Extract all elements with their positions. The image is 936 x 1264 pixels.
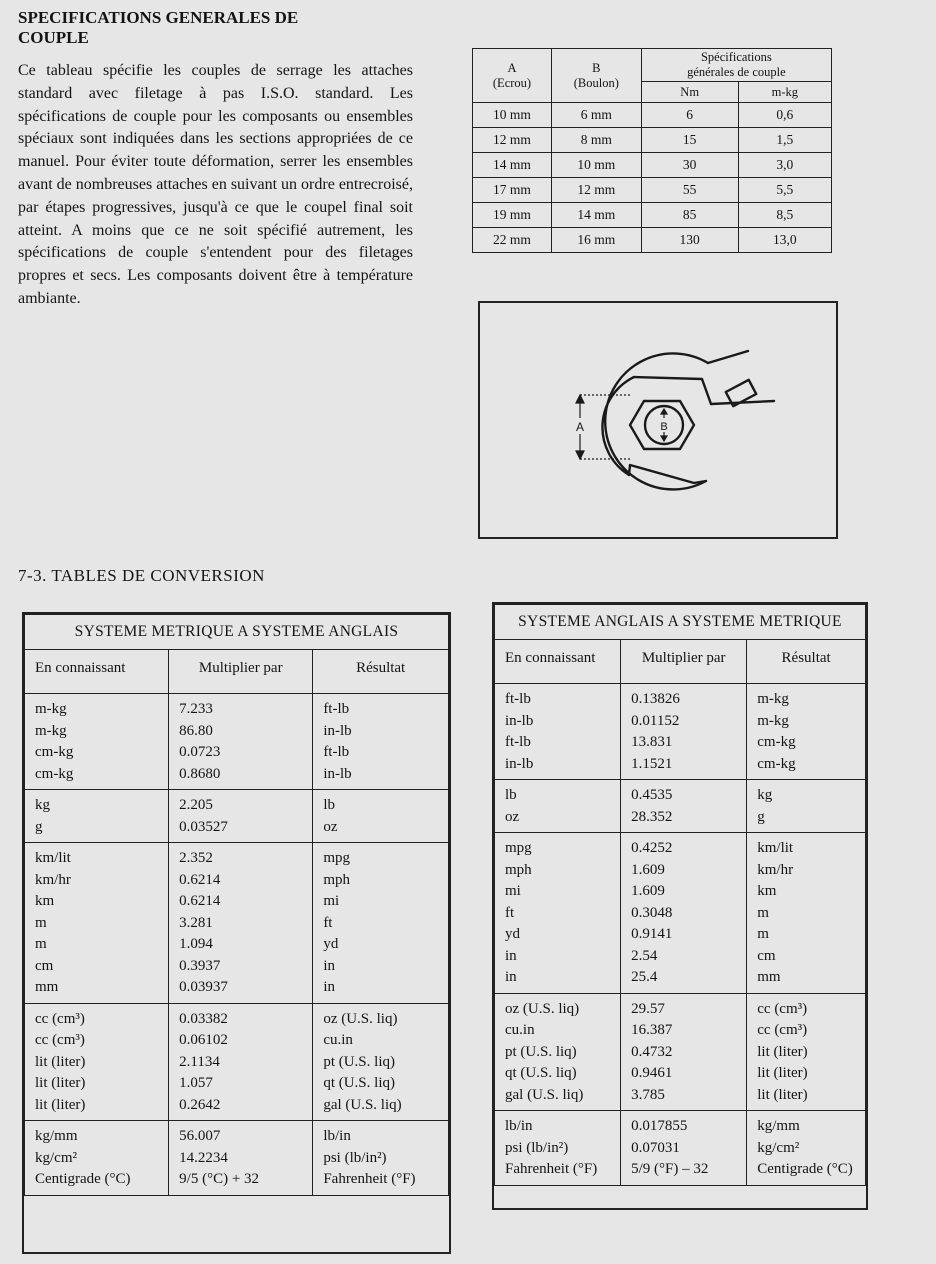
cell-nm: 130 — [641, 228, 738, 253]
result-unit: lit (liter) — [757, 1065, 808, 1081]
factor: 3.785 — [631, 1086, 665, 1103]
factor: 2.352 — [179, 850, 213, 866]
multiply-cell — [169, 1003, 313, 1121]
multiply-cell — [169, 1121, 313, 1196]
known-unit: cm — [35, 957, 54, 974]
result-unit: kg/cm² — [757, 1139, 800, 1156]
known-unit: km/lit — [35, 850, 71, 866]
cell-b: 16 mm — [551, 228, 641, 253]
result-unit: Fahrenheit (°F) — [323, 1171, 416, 1187]
cell-mkg: 0,6 — [738, 103, 831, 128]
cell-b: 6 mm — [551, 103, 641, 128]
cell-mkg: 13,0 — [738, 228, 831, 253]
unit-nm-header: Nm — [641, 82, 738, 103]
known-unit: qt (U.S. liq) — [505, 1065, 577, 1081]
known-cell — [495, 993, 621, 1111]
col-a-letter: A — [507, 60, 517, 75]
factor: 0.13826 — [631, 691, 680, 707]
conversion-group — [495, 780, 866, 833]
known-unit: mi — [505, 883, 521, 899]
cell-b: 12 mm — [551, 178, 641, 203]
factor: 56.007 — [179, 1128, 221, 1144]
result-cell — [747, 833, 866, 994]
known-cell — [25, 843, 169, 1004]
label-b: B — [660, 421, 668, 433]
known-unit: lit (liter) — [35, 1053, 86, 1070]
cell-a: 14 mm — [473, 153, 552, 178]
cell-b: 14 mm — [551, 203, 641, 228]
cell-nm: 6 — [641, 103, 738, 128]
known-cell — [495, 833, 621, 994]
result-unit: mi — [323, 893, 340, 909]
wrench-jaw-outline — [602, 353, 711, 489]
factor: 0.07031 — [631, 1139, 680, 1156]
known-unit: m-kg — [35, 722, 67, 739]
factor: 0.9141 — [631, 926, 673, 942]
result-unit: cm — [757, 947, 776, 964]
col-b-letter: B — [592, 60, 601, 75]
conversion-group — [25, 694, 449, 790]
table-row — [473, 128, 832, 153]
factor: 29.57 — [631, 1000, 665, 1017]
conversion-group — [25, 790, 449, 843]
conversion-group — [495, 993, 866, 1111]
cell-nm: 55 — [641, 178, 738, 203]
known-unit: ft-lb — [505, 691, 531, 707]
col-known-header: En connaissant — [495, 639, 621, 684]
known-unit: ft-lb — [505, 734, 531, 750]
conversion-group — [495, 684, 866, 780]
col-b-label: (Boulon) — [573, 75, 619, 90]
result-unit: g — [757, 808, 765, 825]
result-unit: m-kg — [757, 691, 789, 707]
spec-header-line1: Spécifications — [700, 50, 772, 64]
section-title: 7-3. TABLES DE CONVERSION — [18, 566, 265, 585]
factor: 0.8680 — [179, 765, 221, 782]
conversion-group — [25, 843, 449, 1004]
cell-a: 19 mm — [473, 203, 552, 228]
factor: 0.9461 — [631, 1065, 673, 1081]
factor: 16.387 — [631, 1022, 673, 1038]
result-unit: cu.in — [323, 1032, 353, 1048]
result-unit: ft — [323, 914, 333, 931]
factor: 13.831 — [631, 734, 673, 750]
known-unit: mm — [35, 979, 59, 995]
result-unit: km — [757, 883, 777, 899]
factor: 1.094 — [179, 936, 213, 952]
metric-to-english-table — [22, 612, 451, 1254]
result-unit: in — [323, 957, 335, 974]
cell-mkg: 5,5 — [738, 178, 831, 203]
result-unit: qt (U.S. liq) — [323, 1075, 395, 1091]
table-title: SYSTEME METRIQUE A SYSTEME ANGLAIS — [25, 615, 449, 650]
known-unit: km — [35, 893, 55, 909]
cell-nm: 30 — [641, 153, 738, 178]
known-unit: cm-kg — [35, 744, 74, 760]
specs-body-text: Ce tableau spécifie les couples de serrage les attaches standard avec filetage à pas I.S.O. standard. Les spécifications de couple pour les composants ou ensembles spéciaux sont indiquées dans les sections appropriées de ce manuel. Pour éviter toute déformation, serrer les ensembles avant de nombreuses attaches en suivant un ordre entrecroisé, par étapes progressives, jusqu'à ce que le coupel final soit atteint. A moins que ce ne soit spécifié autrement, les spécifications de couple s'entendent pour des filetages propres et secs. Les composants doivent être à température ambiante. — [18, 62, 413, 307]
result-unit: m-kg — [757, 712, 789, 729]
wrench-diagram — [478, 301, 838, 539]
known-unit: gal (U.S. liq) — [505, 1086, 584, 1103]
known-unit: in — [505, 947, 517, 964]
known-unit: kg/mm — [35, 1128, 78, 1144]
known-unit: pt (U.S. liq) — [505, 1043, 577, 1060]
factor: 3.281 — [179, 914, 213, 931]
factor: 0.06102 — [179, 1032, 228, 1048]
specs-intro — [18, 60, 413, 311]
cell-mkg: 1,5 — [738, 128, 831, 153]
cell-a: 10 mm — [473, 103, 552, 128]
col-b-header — [551, 49, 641, 103]
wrench-illustration — [480, 303, 836, 537]
known-cell — [25, 1003, 169, 1121]
result-cell — [747, 1111, 866, 1186]
result-unit: km/hr — [757, 861, 794, 878]
known-unit: lb — [505, 787, 517, 803]
known-cell — [495, 1111, 621, 1186]
result-unit: cm-kg — [757, 734, 796, 750]
label-a: A — [575, 420, 585, 434]
known-unit: mph — [505, 861, 532, 878]
result-unit: mm — [757, 969, 781, 985]
result-unit: cm-kg — [757, 755, 796, 772]
result-unit: oz (U.S. liq) — [323, 1010, 398, 1027]
result-unit: ft-lb — [323, 744, 350, 760]
known-unit: yd — [505, 926, 520, 942]
factor: 0.2642 — [179, 1096, 221, 1113]
multiply-cell — [621, 833, 747, 994]
col-result-header: Résultat — [313, 649, 449, 694]
factor: 0.3937 — [179, 957, 221, 974]
multiply-cell — [621, 993, 747, 1111]
known-unit: lb/in — [505, 1118, 533, 1134]
conversion-group — [25, 1121, 449, 1196]
known-unit: cu.in — [505, 1022, 535, 1038]
result-unit: kg — [757, 787, 773, 803]
cell-mkg: 8,5 — [738, 203, 831, 228]
known-cell — [495, 684, 621, 780]
factor: 9/5 (°C) + 32 — [179, 1171, 260, 1187]
known-unit: ft — [505, 904, 515, 921]
known-cell — [25, 790, 169, 843]
col-multiply-header: Multiplier par — [621, 639, 747, 684]
cell-b: 10 mm — [551, 153, 641, 178]
result-cell — [313, 790, 449, 843]
table-row — [473, 203, 832, 228]
result-unit: in-lb — [323, 722, 352, 739]
result-unit: lb/in — [323, 1128, 351, 1144]
known-unit: lit (liter) — [35, 1075, 86, 1091]
factor: 0.03382 — [179, 1010, 228, 1027]
factor: 1.057 — [179, 1075, 213, 1091]
result-unit: yd — [323, 936, 339, 952]
result-cell — [747, 684, 866, 780]
table-row — [473, 103, 832, 128]
known-unit: g — [35, 818, 43, 835]
factor: 0.4535 — [631, 787, 673, 803]
result-unit: lb — [323, 797, 335, 813]
factor: 0.017855 — [631, 1118, 688, 1134]
col-known-header: En connaissant — [25, 649, 169, 694]
known-unit: oz (U.S. liq) — [505, 1000, 580, 1017]
factor: 2.205 — [179, 797, 213, 813]
result-unit: lit (liter) — [757, 1043, 808, 1060]
result-unit: oz — [323, 818, 338, 835]
multiply-cell — [169, 843, 313, 1004]
col-a-label: (Ecrou) — [492, 75, 532, 90]
known-unit: oz — [505, 808, 520, 825]
factor: 1.609 — [631, 861, 665, 878]
result-cell — [747, 780, 866, 833]
result-cell — [313, 694, 449, 790]
multiply-cell — [621, 684, 747, 780]
factor: 0.6214 — [179, 871, 221, 888]
factor: 1.1521 — [631, 755, 673, 772]
known-unit: in — [505, 969, 517, 985]
wrench-handle-upper — [708, 351, 748, 363]
multiply-cell — [621, 780, 747, 833]
factor: 25.4 — [631, 969, 658, 985]
result-unit: psi (lb/in²) — [323, 1149, 387, 1166]
known-unit: kg/cm² — [35, 1149, 77, 1166]
conversion-group — [495, 833, 866, 994]
table-row — [473, 178, 832, 203]
factor: 28.352 — [631, 808, 673, 825]
known-unit: Fahrenheit (°F) — [505, 1161, 598, 1177]
factor: 0.0723 — [179, 744, 221, 760]
result-unit: m — [757, 926, 769, 942]
result-unit: cc (cm³) — [757, 1022, 808, 1038]
result-unit: in-lb — [323, 765, 352, 782]
multiply-cell — [169, 694, 313, 790]
known-cell — [25, 1121, 169, 1196]
multiply-cell — [169, 790, 313, 843]
col-multiply-header: Multiplier par — [169, 649, 313, 694]
known-unit: m — [35, 914, 47, 931]
result-unit: pt (U.S. liq) — [323, 1053, 395, 1070]
known-unit: cc (cm³) — [35, 1032, 85, 1048]
known-cell — [495, 780, 621, 833]
specs-heading — [18, 8, 418, 48]
conversion-group — [25, 1003, 449, 1121]
known-unit: cm-kg — [35, 765, 74, 782]
result-cell — [313, 843, 449, 1004]
cell-b: 8 mm — [551, 128, 641, 153]
cell-nm: 85 — [641, 203, 738, 228]
table-title: SYSTEME ANGLAIS A SYSTEME METRIQUE — [495, 605, 866, 640]
known-unit: kg — [35, 797, 50, 813]
factor: 0.3048 — [631, 904, 673, 921]
factor: 5/9 (°F) – 32 — [631, 1161, 709, 1177]
known-unit: km/hr — [35, 871, 71, 888]
factor: 1.609 — [631, 883, 665, 899]
cell-a: 17 mm — [473, 178, 552, 203]
result-unit: Centigrade (°C) — [757, 1161, 853, 1177]
result-unit: mpg — [323, 850, 350, 866]
factor: 7.233 — [179, 701, 213, 717]
unit-mkg-header: m-kg — [738, 82, 831, 103]
factor: 86.80 — [179, 722, 213, 739]
result-cell — [313, 1003, 449, 1121]
cell-a: 22 mm — [473, 228, 552, 253]
known-unit: cc (cm³) — [35, 1010, 85, 1027]
known-unit: in-lb — [505, 755, 534, 772]
spec-header-line2: générales de couple — [687, 65, 786, 79]
result-unit: ft-lb — [323, 701, 350, 717]
factor: 0.03527 — [179, 818, 228, 835]
result-unit: lit (liter) — [757, 1086, 808, 1103]
result-unit: m — [757, 904, 769, 921]
col-a-header — [473, 49, 552, 103]
known-unit: in-lb — [505, 712, 534, 729]
spec-header — [641, 49, 831, 82]
factor: 0.6214 — [179, 893, 221, 909]
result-cell — [313, 1121, 449, 1196]
result-unit: km/lit — [757, 840, 794, 856]
result-unit: gal (U.S. liq) — [323, 1096, 402, 1113]
factor: 0.4252 — [631, 840, 673, 856]
factor: 0.01152 — [631, 712, 680, 729]
english-to-metric-table — [492, 602, 868, 1210]
specs-heading-line2: COUPLE — [18, 28, 89, 47]
known-unit: mpg — [505, 840, 532, 856]
known-unit: psi (lb/in²) — [505, 1139, 569, 1156]
cell-nm: 15 — [641, 128, 738, 153]
col-result-header: Résultat — [747, 639, 866, 684]
conversion-group — [495, 1111, 866, 1186]
torque-spec-table — [472, 48, 832, 253]
specs-heading-line1: SPECIFICATIONS GENERALES DE — [18, 8, 299, 27]
known-unit: Centigrade (°C) — [35, 1171, 131, 1187]
result-unit: cc (cm³) — [757, 1000, 808, 1017]
result-unit: in — [323, 979, 335, 995]
known-unit: lit (liter) — [35, 1096, 86, 1113]
factor: 0.03937 — [179, 979, 228, 995]
known-unit: m — [35, 936, 47, 952]
result-unit: kg/mm — [757, 1118, 800, 1134]
known-unit: m-kg — [35, 701, 67, 717]
known-cell — [25, 694, 169, 790]
result-unit: mph — [323, 871, 350, 888]
table-row — [473, 153, 832, 178]
factor: 0.4732 — [631, 1043, 673, 1060]
factor: 14.2234 — [179, 1149, 228, 1166]
factor: 2.54 — [631, 947, 658, 964]
multiply-cell — [621, 1111, 747, 1186]
result-cell — [747, 993, 866, 1111]
cell-mkg: 3,0 — [738, 153, 831, 178]
table-row — [473, 228, 832, 253]
factor: 2.1134 — [179, 1053, 220, 1070]
cell-a: 12 mm — [473, 128, 552, 153]
